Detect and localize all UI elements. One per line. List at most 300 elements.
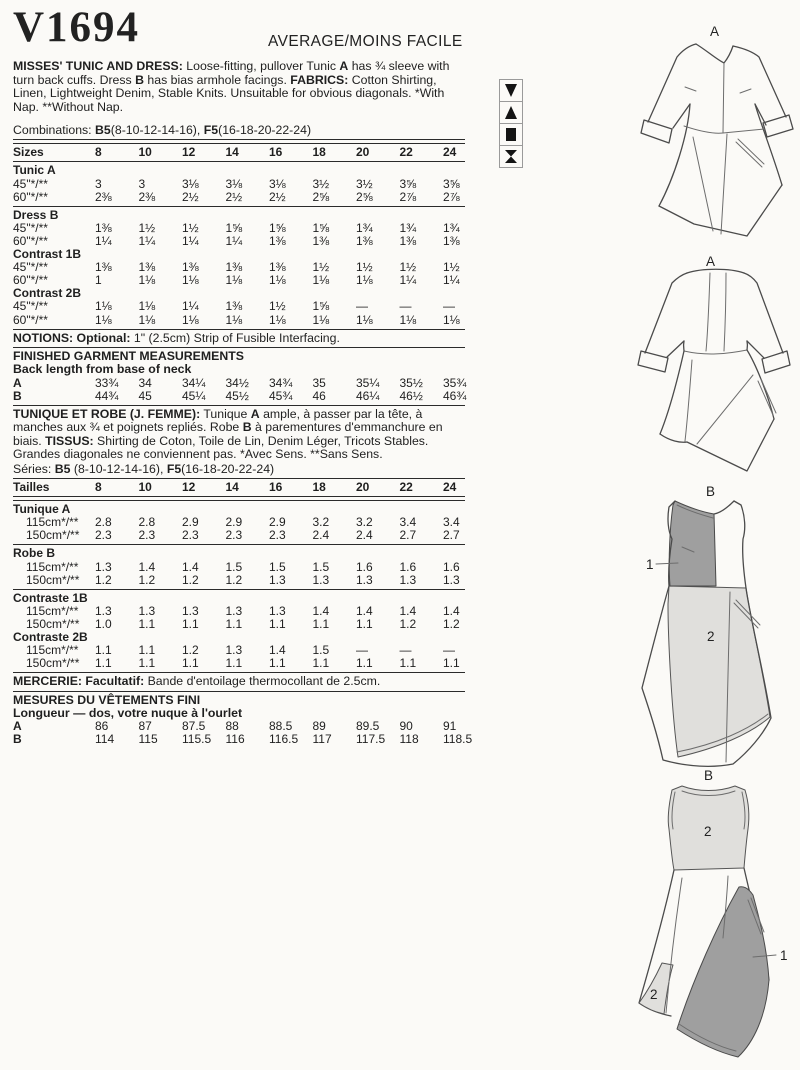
table-row: [13, 732, 473, 747]
drawing-line: [659, 104, 690, 206]
hourglass-icon: [499, 145, 523, 168]
row-label: 150cm*/**: [26, 616, 80, 631]
drawing-line: [659, 185, 782, 236]
table-cell: 1¼: [95, 233, 112, 248]
table-header-row: [13, 146, 465, 159]
table-cell: 45: [138, 388, 152, 403]
row-label: 150cm*/**: [26, 572, 80, 587]
table-cell: 1⅛: [399, 312, 417, 327]
table-rule: [13, 544, 465, 545]
table-header-row: [13, 481, 465, 494]
table-rule: [13, 496, 465, 501]
table-cell: 1.3: [138, 603, 156, 618]
table-cell: 87.5: [182, 719, 206, 734]
table-cell: 1.1: [269, 616, 286, 631]
finished-measurements-table: [13, 377, 465, 403]
mesures-table: [13, 719, 473, 747]
table-cell: 14: [225, 480, 239, 495]
table-cell: 1½: [269, 299, 286, 314]
table-cell: 1⅛: [312, 312, 330, 327]
table-cell: 24: [443, 480, 457, 495]
description-french: [13, 408, 465, 462]
drawing-line: [697, 375, 753, 444]
table-cell: —: [356, 643, 368, 658]
text-segment: NOTIONS: Optional:: [13, 330, 131, 345]
tunic-a-back-drawing: [634, 252, 796, 474]
table-cell: 1⅜: [225, 299, 243, 314]
table-cell: 2⅜: [138, 189, 156, 204]
table-cell: 1¼: [182, 233, 199, 248]
table-cell: 2.3: [182, 528, 199, 543]
table-cell: 3⅝: [443, 176, 460, 191]
section-name: Contrast 2B: [13, 286, 82, 301]
table-cell: 1¾: [399, 220, 417, 235]
row-label: 60"*/**: [13, 312, 48, 327]
text-segment: 1" (2.5cm) Strip of Fusible Interfacing.: [130, 330, 340, 345]
table-cell: 1⅛: [138, 299, 156, 314]
table-cell: 16: [269, 480, 283, 495]
text-segment: TUNIQUE ET ROBE (J. FEMME):: [13, 406, 201, 421]
drawing-line: [666, 878, 682, 1013]
table-cell: 3: [95, 176, 102, 191]
table-cell: 8: [95, 145, 102, 160]
pattern-number: V1694: [13, 4, 141, 51]
divider: [13, 691, 465, 692]
table-section-row: [13, 209, 465, 222]
table-cell: 1.1: [399, 656, 417, 671]
text-segment: (8-10-12-14-16),: [70, 462, 167, 477]
table-cell: 1: [95, 273, 102, 288]
table-cell: 18: [312, 145, 326, 160]
table-row: [13, 529, 465, 542]
dress-b-front-drawing: [622, 476, 797, 768]
table-cell: —: [399, 643, 412, 658]
divider: [13, 405, 465, 406]
symbol-glyph: [505, 84, 517, 97]
table-cell: 1.1: [138, 616, 156, 631]
table-cell: 34: [138, 375, 152, 390]
table-cell: 1¼: [138, 233, 156, 248]
row-label: B: [13, 388, 22, 403]
table-row: [13, 377, 465, 390]
table-cell: 1.3: [312, 572, 330, 587]
table-cell: 2.8: [95, 515, 112, 530]
table-cell: 1.6: [443, 559, 460, 574]
table-cell: 1⅝: [269, 220, 286, 235]
text-segment: B5: [95, 123, 111, 138]
drawing-line: [638, 351, 668, 372]
text-segment: TISSUS:: [45, 433, 94, 448]
table-cell: 3⅛: [269, 176, 286, 191]
table-cell: 1.2: [443, 616, 460, 631]
table-cell: 12: [182, 145, 196, 160]
table-cell: 1.1: [443, 656, 460, 671]
table-cell: 35¼: [356, 375, 380, 390]
table-cell: 1¼: [399, 273, 417, 288]
table-cell: 1¼: [443, 273, 460, 288]
drawing-line: [706, 273, 726, 351]
table-rule: [13, 478, 465, 479]
table-cell: 114: [95, 732, 115, 747]
table-cell: 1⅜: [225, 260, 243, 275]
text-segment: has ¾ sleeve with turn back cuffs. Dress: [13, 59, 450, 87]
table-cell: 46¼: [356, 388, 380, 403]
drawing-line: [645, 273, 687, 353]
table-row: [13, 390, 465, 403]
table-cell: 1⅜: [182, 260, 199, 275]
table-section-row: [13, 164, 465, 177]
table-cell: —: [399, 299, 412, 314]
table-cell: 2.9: [225, 515, 243, 530]
table-cell: 45¼: [182, 388, 206, 403]
tunic-a-front-drawing: [636, 10, 796, 238]
table-cell: 116: [225, 732, 245, 747]
table-cell: 118: [399, 732, 419, 747]
table-cell: 46½: [399, 388, 423, 403]
table-section-row: [13, 547, 465, 560]
row-label: B: [13, 732, 22, 747]
table-cell: 2⅞: [443, 189, 460, 204]
text-segment: (16-18-20-22-24): [218, 123, 312, 138]
table-cell: 35¾: [443, 375, 467, 390]
table-cell: 90: [399, 719, 413, 734]
table-cell: 1⅜: [356, 233, 373, 248]
drawing-line: [723, 63, 724, 133]
table-cell: 1.4: [356, 603, 373, 618]
row-label: 45"*/**: [13, 299, 48, 314]
table-cell: 2.4: [312, 528, 330, 543]
table-cell: 1.3: [225, 643, 243, 658]
table-cell: 2½: [225, 189, 243, 204]
table-row: [13, 561, 465, 574]
table-cell: 1.3: [95, 603, 112, 618]
row-label: 150cm*/**: [26, 528, 80, 543]
table-cell: 22: [399, 480, 413, 495]
table-cell: 1½: [356, 260, 373, 275]
table-cell: 1½: [443, 260, 460, 275]
drawing-line: [648, 44, 696, 122]
table-rule: [13, 139, 465, 144]
table-cell: 10: [138, 480, 152, 495]
row-label: 45"*/**: [13, 176, 48, 191]
table-cell: 1.3: [356, 572, 373, 587]
yardage-table-imperial: [13, 139, 465, 326]
table-cell: 1½: [312, 260, 330, 275]
table-cell: —: [356, 299, 368, 314]
table-cell: 20: [356, 480, 370, 495]
table-cell: 117.5: [356, 732, 386, 747]
table-cell: 86: [95, 719, 109, 734]
table-cell: 3: [138, 176, 146, 191]
section-name: Contraste 1B: [13, 590, 88, 605]
series-line: [13, 463, 465, 476]
table-cell: 1⅛: [312, 273, 330, 288]
symbol-glyph: [501, 147, 521, 166]
row-label: Tailles: [13, 480, 50, 495]
triangle-up-icon: [499, 101, 523, 124]
drawing-line: [693, 137, 713, 231]
drawing-line: [736, 139, 764, 167]
table-cell: 1½: [399, 260, 417, 275]
table-cell: 1.2: [182, 643, 199, 658]
contrast-1-tag: 1: [646, 557, 654, 572]
mesures-subtitle: Longueur — dos, votre nuque à l'ourlet: [13, 705, 243, 720]
view-label: B: [706, 484, 716, 499]
drawing-line: [733, 46, 786, 117]
text-segment: Combinations:: [13, 123, 96, 138]
table-cell: 2⅝: [356, 189, 373, 204]
table-cell: 1⅛: [269, 312, 286, 327]
table-cell: 3.4: [399, 515, 417, 530]
table-row: [13, 222, 465, 235]
text-segment: (16-18-20-22-24): [181, 462, 275, 477]
table-cell: 1.0: [95, 616, 112, 631]
table-cell: 1⅜: [443, 233, 460, 248]
row-label: 60"*/**: [13, 233, 48, 248]
table-cell: 1⅛: [443, 312, 460, 327]
text-segment: A: [339, 59, 349, 73]
table-cell: 88.5: [269, 719, 293, 734]
table-cell: 1.1: [138, 656, 156, 671]
table-cell: 20: [356, 145, 370, 160]
table-cell: 1.2: [138, 572, 156, 587]
table-cell: 1.4: [312, 603, 330, 618]
table-cell: 87: [138, 719, 152, 734]
symbol-glyph: [505, 150, 517, 157]
mercerie-line: [13, 675, 465, 689]
text-segment: à parementures d'emmanchure en biais.: [13, 420, 443, 448]
row-label: 45"*/**: [13, 220, 48, 235]
section-name: Tunic A: [13, 163, 56, 178]
table-cell: 12: [182, 480, 196, 495]
text-segment: Bande d'entoilage thermocollant de 2.5cm.: [144, 674, 381, 689]
text-segment: (8-10-12-14-16),: [110, 123, 204, 138]
text-segment: B: [242, 420, 252, 435]
square-icon: [499, 123, 523, 146]
table-cell: 3½: [312, 176, 330, 191]
table-cell: 44¾: [95, 388, 119, 403]
table-cell: 33¾: [95, 375, 119, 390]
table-cell: 34¾: [269, 375, 293, 390]
table-cell: 1.1: [269, 656, 286, 671]
table-cell: 2.7: [399, 528, 417, 543]
section-name: Robe B: [13, 546, 55, 561]
table-cell: 2⅜: [95, 189, 112, 204]
table-cell: 1⅛: [182, 312, 199, 327]
table-cell: 34¼: [182, 375, 206, 390]
table-row: [13, 300, 465, 313]
table-cell: 1½: [138, 220, 156, 235]
table-cell: 1.1: [312, 616, 330, 631]
drawing-line: [641, 44, 793, 236]
drawing-line: [687, 269, 744, 273]
table-cell: 1.2: [399, 616, 417, 631]
table-cell: 2⅝: [312, 189, 330, 204]
drawing-line: [763, 115, 793, 137]
table-cell: 45½: [225, 388, 249, 403]
table-cell: 1½: [182, 220, 199, 235]
text-segment: Shirting de Coton, Toile de Lin, Denim Léger, Tricots Stables. Grandes diagonales ne conviennent pas. *Avec Sens. **Sans Sens.: [13, 433, 429, 462]
table-cell: 115: [138, 732, 158, 747]
table-cell: 1.1: [182, 656, 199, 671]
contrast-2-tag: 2: [650, 987, 658, 1002]
table-cell: 2½: [269, 189, 286, 204]
table-cell: 35½: [399, 375, 423, 390]
table-cell: 1⅜: [312, 233, 330, 248]
text-segment: Loose-fitting, pullover Tunic: [182, 59, 340, 73]
row-label: 150cm*/**: [26, 656, 80, 671]
table-cell: 1.3: [95, 559, 112, 574]
table-cell: 1.5: [269, 559, 286, 574]
table-cell: 118.5: [443, 732, 473, 747]
table-rule: [13, 161, 465, 162]
table-cell: 45¾: [269, 388, 293, 403]
view-label: A: [706, 254, 716, 269]
table-cell: 1.2: [95, 572, 112, 587]
symbol-glyph: [506, 128, 516, 141]
drawing-line: [667, 341, 684, 357]
table-cell: 3½: [356, 176, 373, 191]
divider: [13, 672, 465, 673]
table-cell: 1.4: [399, 603, 417, 618]
row-label: A: [13, 719, 22, 734]
table-cell: 1⅛: [269, 273, 286, 288]
table-cell: 91: [443, 719, 457, 734]
table-cell: 2.9: [182, 515, 199, 530]
table-cell: 46¾: [443, 388, 467, 403]
table-cell: 1.6: [399, 559, 417, 574]
table-cell: 1.1: [356, 616, 373, 631]
drawing-line: [684, 341, 748, 351]
text-segment: FABRICS:: [290, 72, 349, 87]
contrast-2-panel: [668, 586, 770, 757]
table-cell: 1.1: [356, 656, 373, 671]
table-cell: 1⅛: [182, 273, 199, 288]
table-cell: 2.8: [138, 515, 156, 530]
row-label: Sizes: [13, 145, 44, 160]
difficulty-rating: AVERAGE/MOINS FACILE: [268, 33, 463, 50]
table-cell: 1.3: [399, 572, 417, 587]
text-segment: Cotton Shirting, Linen, Lightweight Denim, Stable Knits. Unsuitable for obvious diagonals. *With Nap. **Without Nap.: [13, 72, 445, 114]
drawing-line: [696, 44, 733, 63]
text-column: [13, 4, 473, 747]
section-name: Dress B: [13, 207, 59, 222]
combinations-line: [13, 124, 465, 137]
drawing-line: [660, 351, 684, 434]
table-cell: 2.7: [443, 528, 460, 543]
table-cell: 1.3: [182, 603, 199, 618]
table-cell: 1.3: [225, 603, 243, 618]
dress-b-back-drawing: [620, 766, 798, 1062]
triangle-down-icon: [499, 79, 523, 102]
table-cell: 1.6: [356, 559, 373, 574]
table-cell: 1⅝: [225, 220, 243, 235]
table-row: [13, 178, 465, 191]
text-segment: has bias armhole facings.: [144, 72, 291, 87]
row-label: 60"*/**: [13, 273, 48, 288]
table-cell: 46: [312, 388, 326, 403]
table-cell: 3⅝: [399, 176, 417, 191]
contrast-1-tag: 1: [780, 948, 788, 963]
table-cell: 1⅛: [138, 273, 156, 288]
finished-measurements-subtitle: Back length from base of neck: [13, 362, 192, 377]
table-cell: 2.4: [356, 528, 373, 543]
symbol-glyph: [501, 125, 521, 144]
drawing-line: [755, 104, 782, 185]
table-cell: 1.2: [225, 572, 243, 587]
table-cell: 1⅛: [356, 312, 373, 327]
table-row: [13, 605, 465, 618]
table-cell: 1.3: [269, 572, 286, 587]
symbol-glyph: [501, 103, 521, 122]
row-label: 115cm*/**: [26, 643, 79, 658]
table-cell: —: [443, 299, 455, 314]
table-cell: 1⅛: [356, 273, 373, 288]
symbol-glyph: [505, 106, 517, 119]
table-cell: 1.4: [138, 559, 156, 574]
section-name: Contrast 1B: [13, 247, 82, 262]
text-segment: ample, à passer par la tête, à manches aux ¾ et poignets repliés. Robe: [13, 406, 423, 435]
table-cell: 1⅜: [269, 233, 286, 248]
contrast-2-bodice-tag: 2: [704, 824, 712, 839]
table-cell: 1.2: [182, 572, 199, 587]
figure-symbol-strip: [499, 80, 523, 168]
text-segment: B: [135, 72, 144, 87]
view-label: A: [710, 24, 720, 39]
divider: [13, 347, 465, 348]
table-cell: 1⅛: [225, 273, 243, 288]
table-cell: 24: [443, 145, 457, 160]
mesures-title: MESURES DU VÊTEMENTS FINI: [13, 692, 201, 707]
table-cell: 16: [269, 145, 283, 160]
table-cell: 115.5: [182, 732, 212, 747]
finished-measurements-title: FINISHED GARMENT MEASUREMENTS: [13, 349, 244, 364]
table-cell: 88: [225, 719, 239, 734]
drawing-line: [685, 360, 692, 441]
table-cell: 1.5: [225, 559, 243, 574]
table-cell: 1⅛: [225, 312, 243, 327]
symbol-glyph: [501, 81, 521, 100]
table-cell: 2.3: [95, 528, 112, 543]
table-cell: 18: [312, 480, 326, 495]
table-cell: 1¾: [356, 220, 373, 235]
row-label: 45"*/**: [13, 260, 48, 275]
table-cell: 1¼: [182, 299, 199, 314]
table-cell: 1.5: [312, 559, 330, 574]
table-section-row: [13, 592, 465, 605]
table-cell: 2.3: [269, 528, 286, 543]
text-segment: F5: [166, 462, 182, 477]
table-cell: 116.5: [269, 732, 299, 747]
table-cell: 14: [225, 145, 239, 160]
drawing-line: [660, 419, 774, 471]
drawing-line: [638, 269, 790, 471]
yardage-table-metric: [13, 478, 465, 670]
table-cell: 3.4: [443, 515, 460, 530]
table-row: [13, 574, 465, 587]
table-cell: 1.4: [269, 643, 286, 658]
table-cell: 2⅞: [399, 189, 417, 204]
table-cell: 3.2: [356, 515, 373, 530]
drawing-line: [762, 351, 790, 373]
text-segment: A: [250, 406, 260, 421]
table-cell: 1.1: [95, 656, 112, 671]
table-cell: 117: [312, 732, 332, 747]
table-cell: 34½: [225, 375, 249, 390]
table-cell: 1.1: [138, 643, 156, 658]
row-label: A: [13, 375, 22, 390]
table-cell: 2.3: [138, 528, 156, 543]
